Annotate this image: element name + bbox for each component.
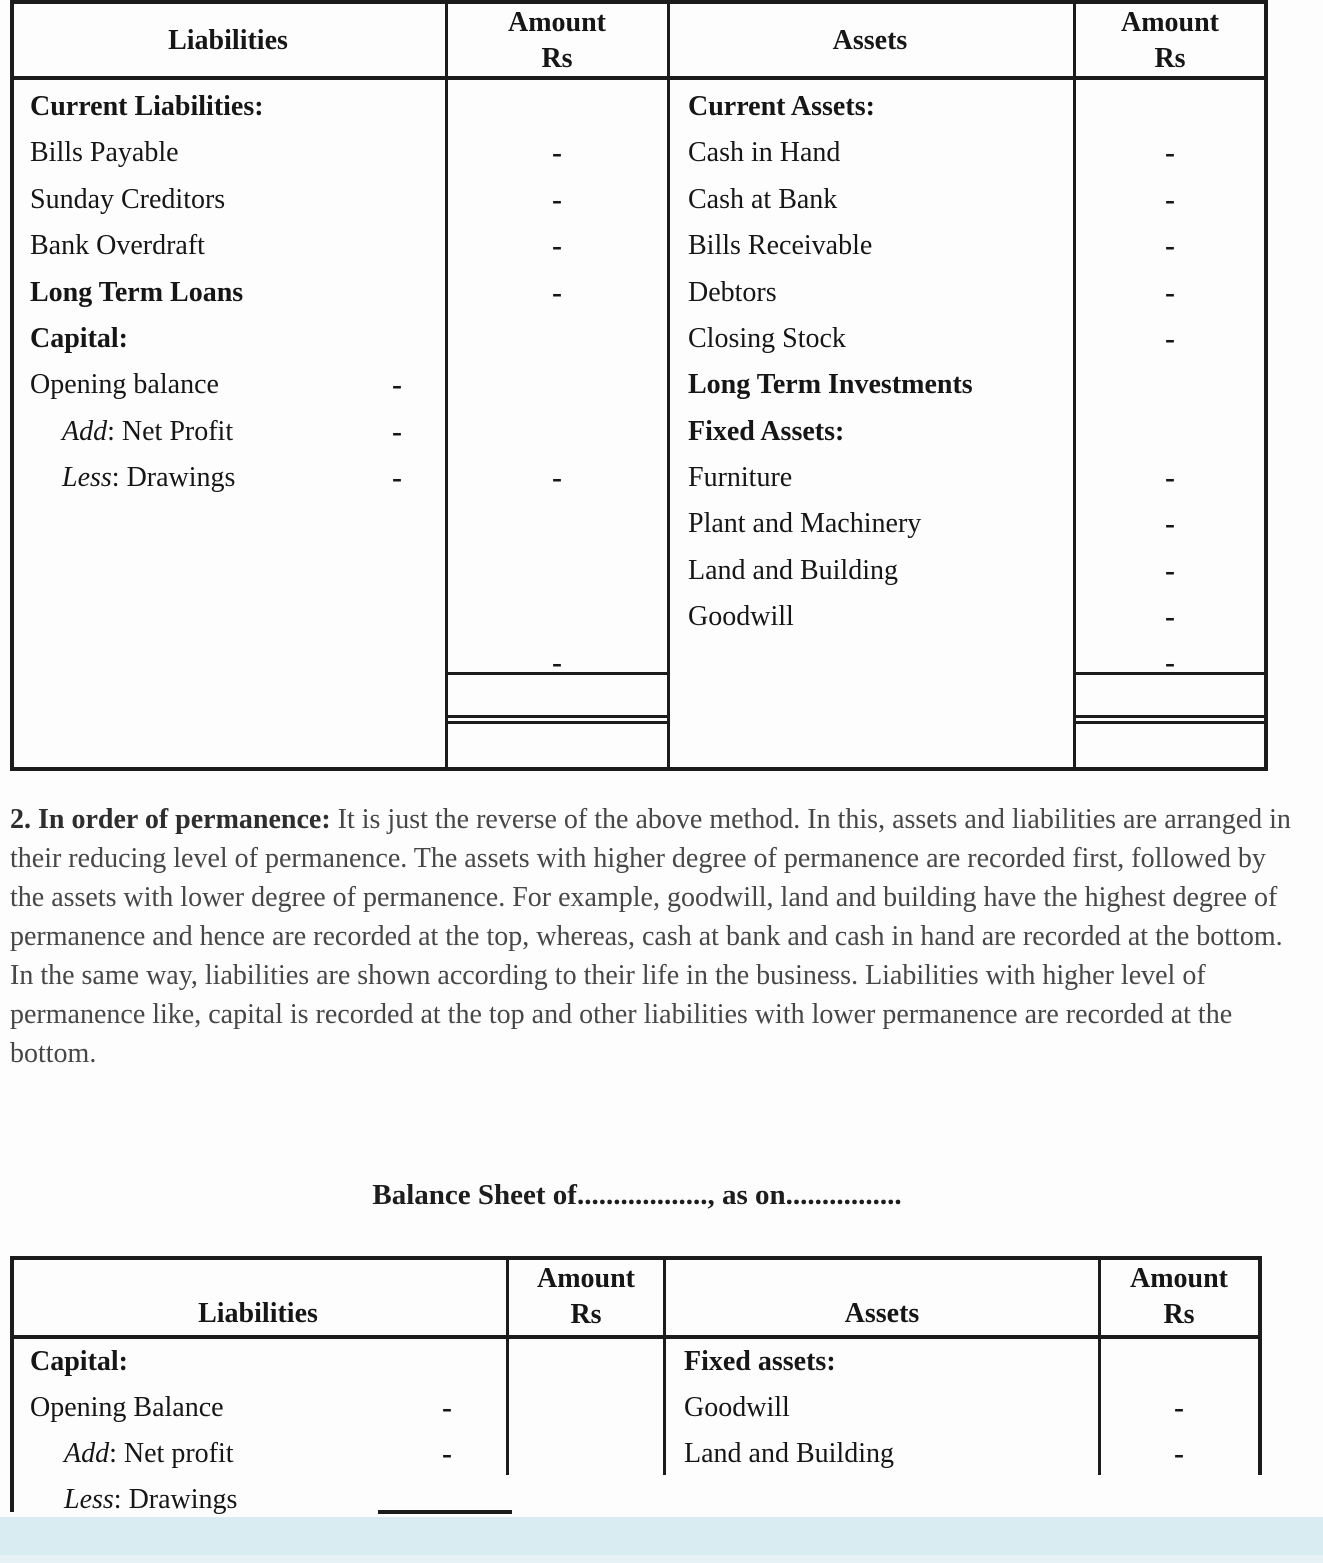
inner-amount-dash: - (442, 1391, 452, 1424)
amount-dash: - (1174, 1437, 1184, 1470)
column-header-liabilities: Liabilities (168, 25, 288, 56)
line-item: Goodwill (684, 1392, 790, 1423)
table2-border-top (10, 1256, 1262, 1260)
table1-border-bottom (10, 767, 1268, 771)
amount-dash: - (1165, 554, 1175, 587)
add-keyword: Add (62, 416, 108, 447)
line-item: Debtors (688, 277, 777, 308)
amount-dash: - (1165, 136, 1175, 169)
page-footer-band-edge (0, 1555, 1323, 1563)
column-header-amount-unit: Rs (570, 1299, 602, 1330)
line-item: Land and Building (684, 1438, 894, 1469)
amount-dash: - (1165, 229, 1175, 262)
balance-sheet-heading: Balance Sheet of.................., as on................ (372, 1179, 902, 1211)
paragraph-body: It is just the reverse of the above method. In this, assets and liabilities are arranged in their reducing level of permanence. The assets with higher degree of permanence are recorded first, followed by the assets with lower degree of permanence. For example, goodwill, land and building have the highest degree of permanence and hence are recorded at the top, whereas, cash at bank and cash in hand are recorded at the bottom. In the same way, liabilities are shown according to their life in the business. Liabilities with higher level of permanence like, capital is recorded at the top and other liabilities with lower permanence are recorded at the bottom. (10, 804, 1291, 1069)
amount-dash: - (552, 229, 562, 262)
amount-dash: - (1165, 461, 1175, 494)
less-keyword: Less (62, 462, 112, 493)
table1-col-divider (1073, 0, 1076, 771)
table2-col-divider (506, 1256, 509, 1475)
line-item: Bank Overdraft (30, 230, 205, 261)
section-header: Current Assets: (688, 91, 875, 122)
permanence-paragraph (10, 800, 1306, 1073)
subtotal-underline (378, 1510, 512, 1514)
amount-dash: - (552, 276, 562, 309)
column-header-amount: Amount (507, 7, 607, 38)
line-item: Sunday Creditors (30, 184, 226, 215)
column-header-assets: Assets (844, 1298, 920, 1329)
line-item: Closing Stock (688, 323, 846, 354)
section-header: Fixed Assets: (688, 416, 845, 447)
paragraph-lead: 2. In order of permanence: (10, 804, 331, 835)
table1-border-left (10, 0, 14, 771)
column-header-liabilities: Liabilities (198, 1298, 318, 1329)
line-item: Cash at Bank (688, 184, 838, 215)
section-header: Capital: (30, 1346, 128, 1377)
line-item: Less: Drawings (62, 462, 236, 493)
line-item: Less: Drawings (64, 1484, 238, 1515)
column-header-amount-unit: Rs (541, 43, 573, 74)
amount-dash: - (552, 461, 562, 494)
line-item: Bills Receivable (688, 230, 873, 261)
line-item: Bills Payable (30, 137, 179, 168)
line-item: Furniture (688, 462, 793, 493)
section-header: Current Liabilities: (30, 91, 264, 122)
amount-dash: - (1165, 600, 1175, 633)
column-header-amount: Amount (1129, 1263, 1229, 1294)
section-header: Long Term Investments (688, 369, 973, 400)
amount-dash: - (1165, 507, 1175, 540)
table1-col-divider (667, 0, 670, 771)
column-header-amount: Amount (536, 1263, 636, 1294)
amount-dash: - (1165, 183, 1175, 216)
inner-amount-dash: - (442, 1437, 452, 1470)
line-item: Opening Balance (30, 1392, 224, 1423)
inner-amount-dash: - (392, 368, 402, 401)
table1-col-divider (445, 0, 448, 771)
column-header-assets: Assets (832, 25, 908, 56)
table1-border-top (10, 0, 1268, 4)
total-box-line (1076, 715, 1264, 718)
total-box-line (448, 715, 667, 718)
amount-dash: - (552, 646, 562, 679)
line-item: Plant and Machinery (688, 508, 922, 539)
total-box-line (1076, 721, 1264, 724)
amount-dash: - (1165, 646, 1175, 679)
amount-dash: - (552, 136, 562, 169)
amount-dash: - (1165, 276, 1175, 309)
section-header: Capital: (30, 323, 128, 354)
table1-border-right (1264, 0, 1268, 771)
line-item: Add: Net Profit (62, 416, 234, 447)
table2-border-left (10, 1256, 14, 1512)
total-box-line (448, 721, 667, 724)
column-header-amount-unit: Rs (1154, 43, 1186, 74)
section-header: Long Term Loans (30, 277, 244, 308)
table2-header-separator (10, 1335, 1262, 1339)
amount-dash: - (552, 183, 562, 216)
section-header: Fixed assets: (684, 1346, 836, 1377)
table2-col-divider (663, 1256, 666, 1475)
column-header-amount-unit: Rs (1163, 1299, 1195, 1330)
amount-dash: - (1174, 1391, 1184, 1424)
line-item: Add: Net profit (64, 1438, 234, 1469)
line-item: Land and Building (688, 555, 898, 586)
less-keyword: Less (64, 1484, 114, 1515)
table2-border-right (1258, 1256, 1262, 1475)
add-keyword: Add (64, 1438, 110, 1469)
table1-header-separator (10, 76, 1268, 80)
inner-amount-dash: - (392, 461, 402, 494)
amount-dash: - (1165, 322, 1175, 355)
inner-amount-dash: - (392, 415, 402, 448)
line-item: Opening balance (30, 369, 219, 400)
table2-col-divider (1098, 1256, 1101, 1475)
line-item: Cash in Hand (688, 137, 841, 168)
column-header-amount: Amount (1120, 7, 1220, 38)
line-item: Goodwill (688, 601, 794, 632)
